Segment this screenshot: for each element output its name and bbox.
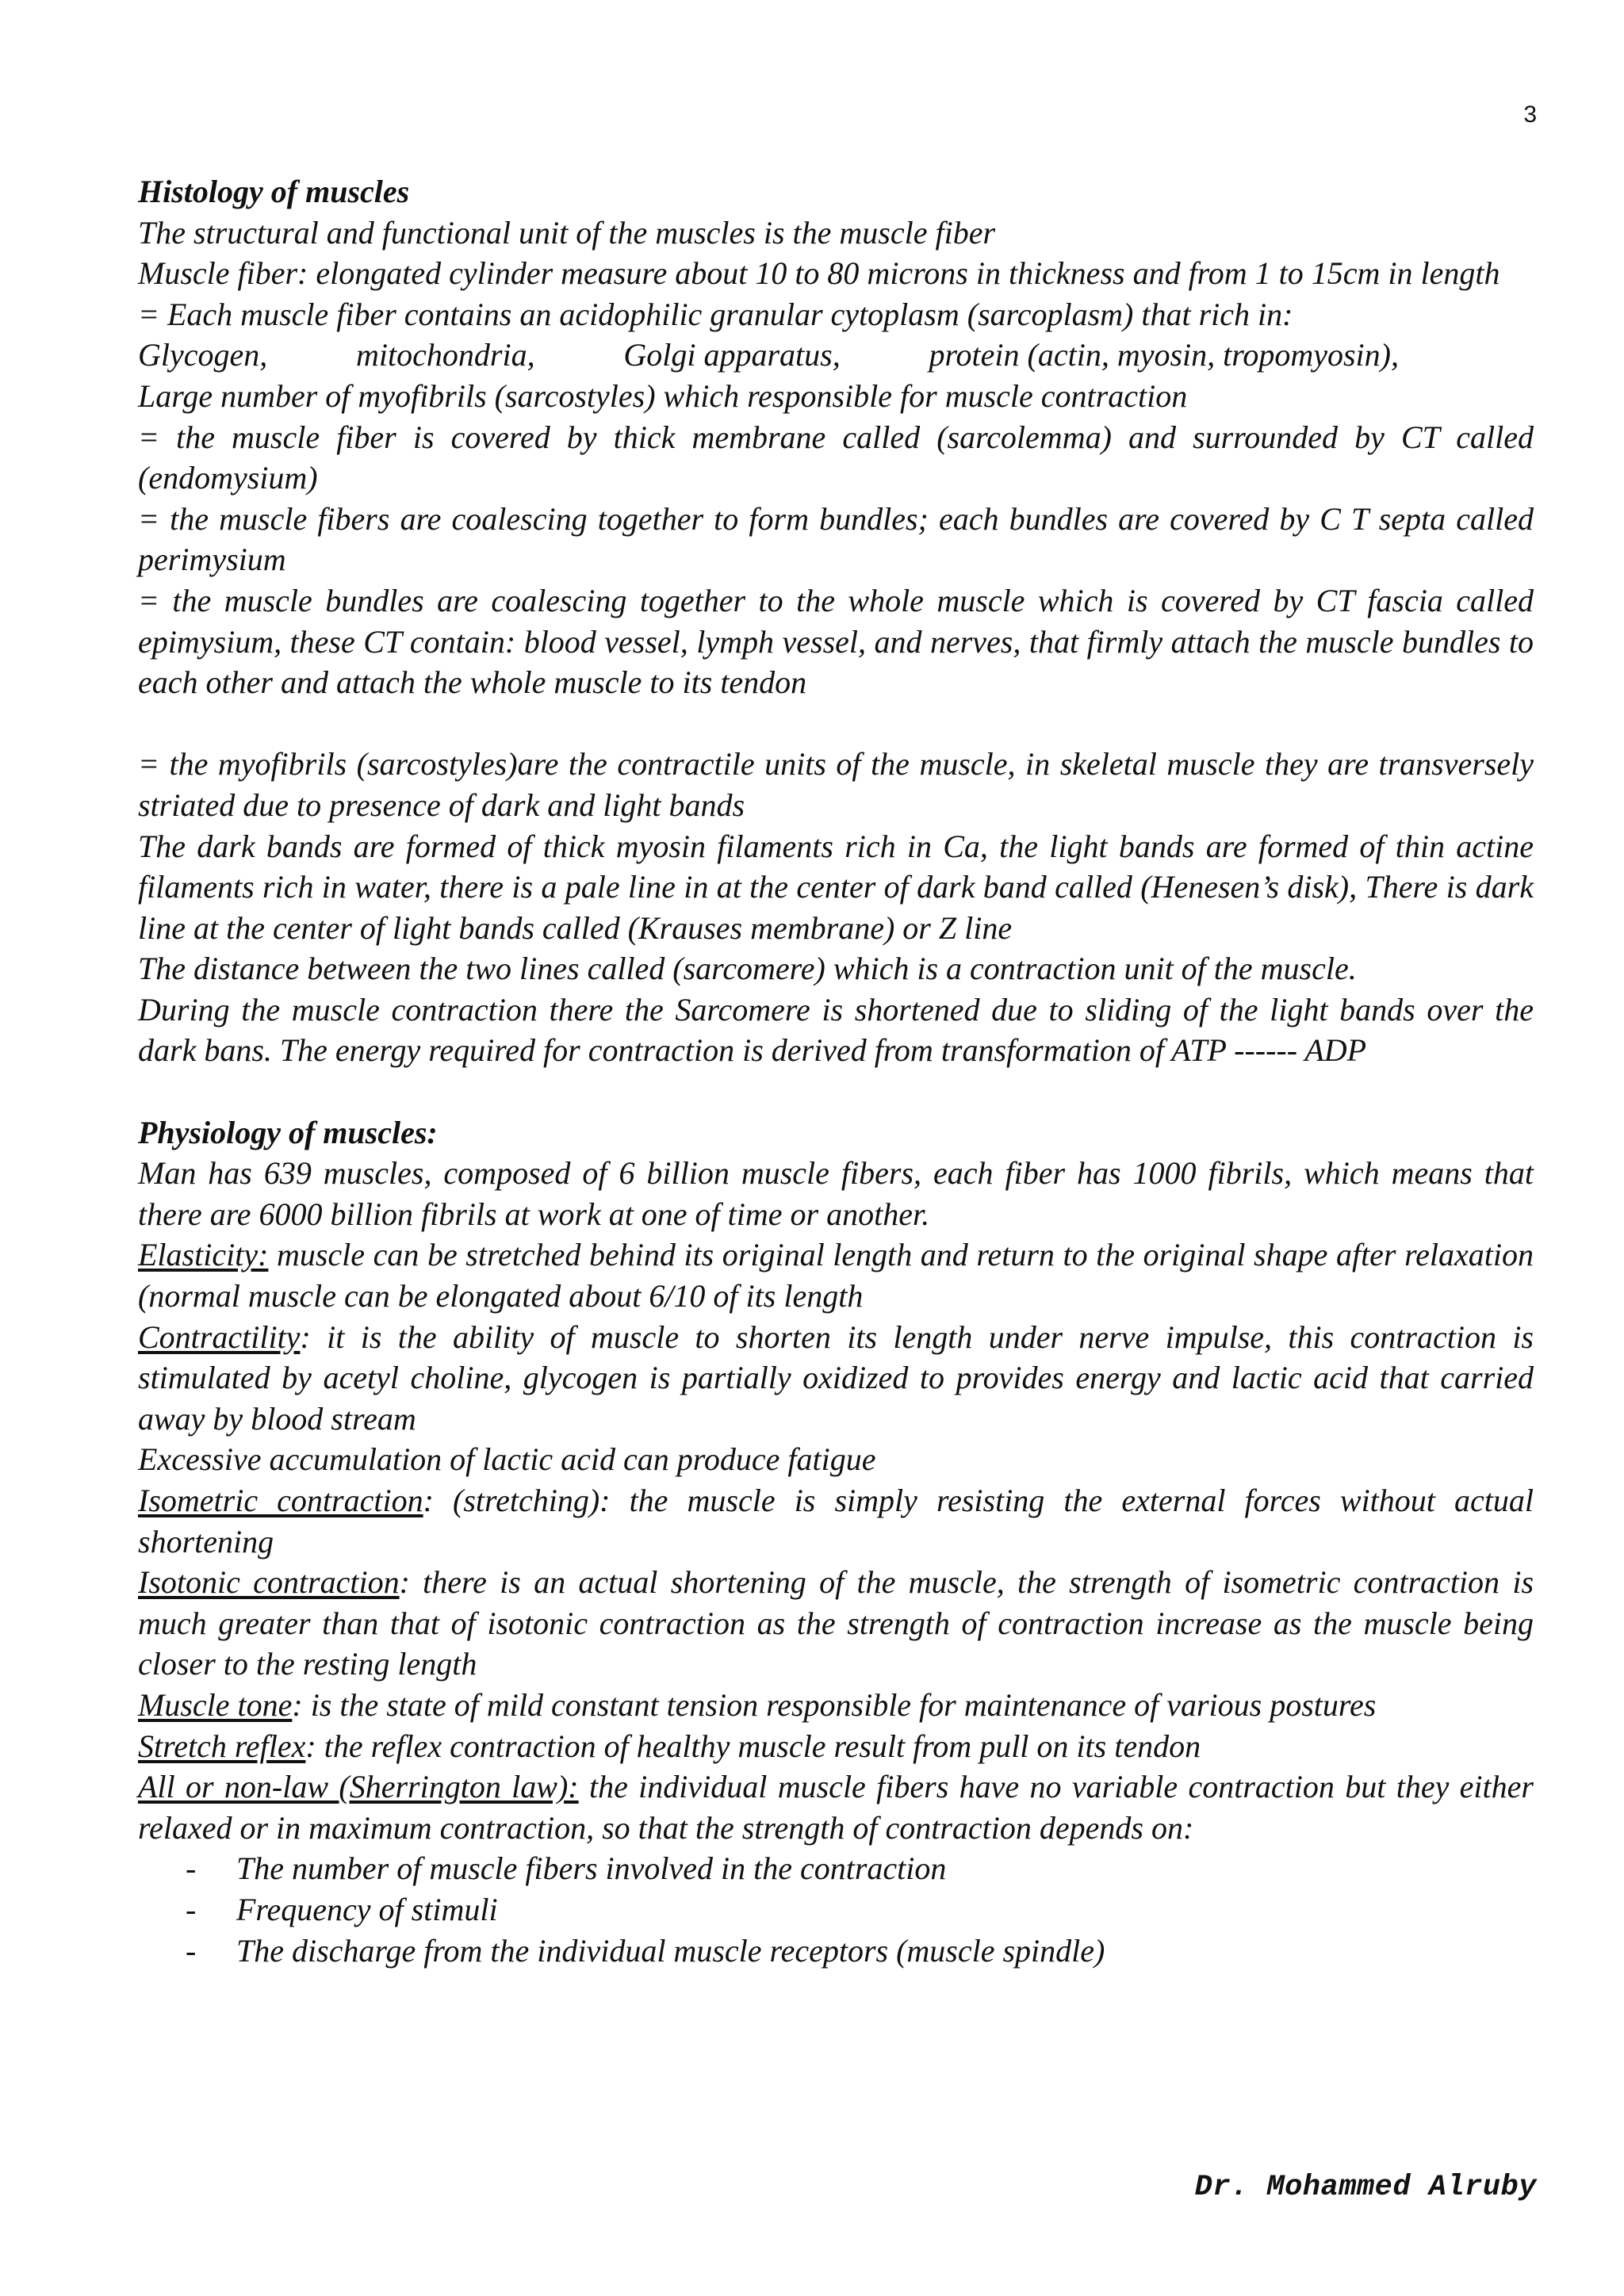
list-item-text: The discharge from the individual muscle receptors (muscle spindle) (236, 1932, 1105, 1969)
physiology-section (138, 1112, 1534, 1971)
definition-text: : (stretching): the muscle is simply resisting the external forces without actual shortening (138, 1483, 1534, 1559)
list-item (138, 1889, 1534, 1931)
paragraph-muscle-tone (138, 1685, 1534, 1726)
paragraph-isometric (138, 1480, 1534, 1562)
list-item (138, 1931, 1534, 1972)
paragraph-isotonic (138, 1562, 1534, 1685)
bullet-marker: - (186, 1891, 197, 1927)
definition-text: : there is an actual shortening of the muscle, the strength of isometric contraction is much greater than that of isotonic contraction as the strength of contraction increase as the muscle being closer to the resting length (138, 1564, 1534, 1682)
paragraph: Muscle fiber: elongated cylinder measure about 10 to 80 microns in thickness and from 1 to 15cm in length (138, 255, 1500, 292)
paragraph: Excessive accumulation of lactic acid can produce fatigue (138, 1441, 876, 1478)
term-contractility: Contractility (138, 1318, 301, 1355)
paragraph-elasticity (138, 1234, 1534, 1316)
paragraph: The dark bands are formed of thick myosin filaments rich in Ca, the light bands are formed of thin actine filaments rich in water, there is a pale line in at the center of dark band called (Henesen’s disk), There is dark line at the center of light bands called (Krauses membrane) or Z line (138, 828, 1534, 946)
paragraph: = the muscle bundles are coalescing together to the whole muscle which is covered by CT fascia called epimysium, these CT contain: blood vessel, lymph vessel, and nerves, that firmly attach the muscle bundles to each other and attach the whole muscle to its tendon (138, 582, 1534, 701)
list-item: Golgi apparatus, (623, 337, 841, 373)
paragraph: = Each muscle fiber contains an acidophilic granular cytoplasm (sarcoplasm) that rich in: (138, 296, 1293, 332)
list-item: mitochondria, (356, 337, 535, 373)
list-item: protein (actin, myosin, tropomyosin), (929, 337, 1399, 373)
term-all-or-none-law: All or non-law (Sherrington law): (138, 1769, 579, 1805)
paragraph: The structural and functional unit of the muscles is the muscle fiber (138, 214, 996, 251)
paragraph: Large number of myofibrils (sarcostyles) which responsible for muscle contraction (138, 377, 1188, 414)
list-item-text: The number of muscle fibers involved in the contraction (236, 1850, 947, 1887)
definition-text: : is the state of mild constant tension responsible for maintenance of various postures (292, 1686, 1377, 1723)
paragraph: = the muscle fiber is covered by thick membrane called (sarcolemma) and surrounded by CT called (endomysium) (138, 419, 1534, 496)
paragraph: During the muscle contraction there the Sarcomere is shortened due to sliding of the light bands over the dark bans. The energy required for contraction is derived from transformation of ATP ------ ADP (138, 991, 1534, 1069)
histology-section (138, 171, 1534, 1071)
sarcoplasm-contents-line (138, 335, 1399, 376)
paragraph: = the myofibrils (sarcostyles)are the contractile units of the muscle, in skeletal muscle they are transversely striated due to presence of dark and light bands (138, 746, 1534, 823)
bullet-marker: - (186, 1850, 197, 1887)
term-elasticity: Elasticity: (138, 1237, 269, 1273)
definition-text: : it is the ability of muscle to shorten its length under nerve impulse, this contraction is stimulated by acetyl choline, glycogen is partially oxidized to provides energy and lactic acid that carried away by blood stream (138, 1318, 1534, 1437)
author-footer: Dr. Mohammed Alruby (1194, 2171, 1537, 2204)
paragraph: = the muscle fibers are coalescing together to form bundles; each bundles are covered by C T septa called perimysium (138, 500, 1534, 578)
section-heading-histology: Histology of muscles (138, 174, 410, 209)
definition-text: : the reflex contraction of healthy muscle result from pull on its tendon (305, 1728, 1201, 1764)
spacer (138, 1071, 1534, 1112)
term-muscle-tone: Muscle tone (138, 1686, 293, 1723)
bullet-list (138, 1848, 1534, 1971)
term-stretch-reflex: Stretch reflex (138, 1728, 306, 1764)
section-heading-physiology: Physiology of muscles: (138, 1114, 438, 1150)
paragraph-contractility (138, 1317, 1534, 1440)
definition-text: muscle can be stretched behind its original length and return to the original shape after relaxation (normal muscle can be elongated about 6/10 of its length (138, 1237, 1534, 1314)
list-item: Glycogen, (138, 337, 268, 373)
list-item (138, 1848, 1534, 1889)
paragraph: Man has 639 muscles, composed of 6 billion muscle fibers, each fiber has 1000 fibrils, which means that there are 6000 billion fibrils at work at one of time or another. (138, 1155, 1534, 1232)
definition-text: the individual muscle fibers have no variable contraction but they either relaxed or in maximum contraction, so that the strength of contraction depends on: (138, 1769, 1534, 1846)
paragraph-all-or-none (138, 1766, 1534, 1848)
paragraph: The distance between the two lines called (sarcomere) which is a contraction unit of the muscle. (138, 951, 1357, 987)
paragraph-stretch-reflex (138, 1726, 1534, 1767)
term-isotonic-contraction: Isotonic contraction (138, 1564, 400, 1601)
page-number: 3 (1523, 101, 1537, 128)
document-body (138, 171, 1534, 1971)
list-item-text: Frequency of stimuli (236, 1891, 498, 1927)
bullet-marker: - (186, 1932, 197, 1969)
term-isometric-contraction: Isometric contraction (138, 1483, 423, 1518)
spacer (138, 703, 1534, 744)
